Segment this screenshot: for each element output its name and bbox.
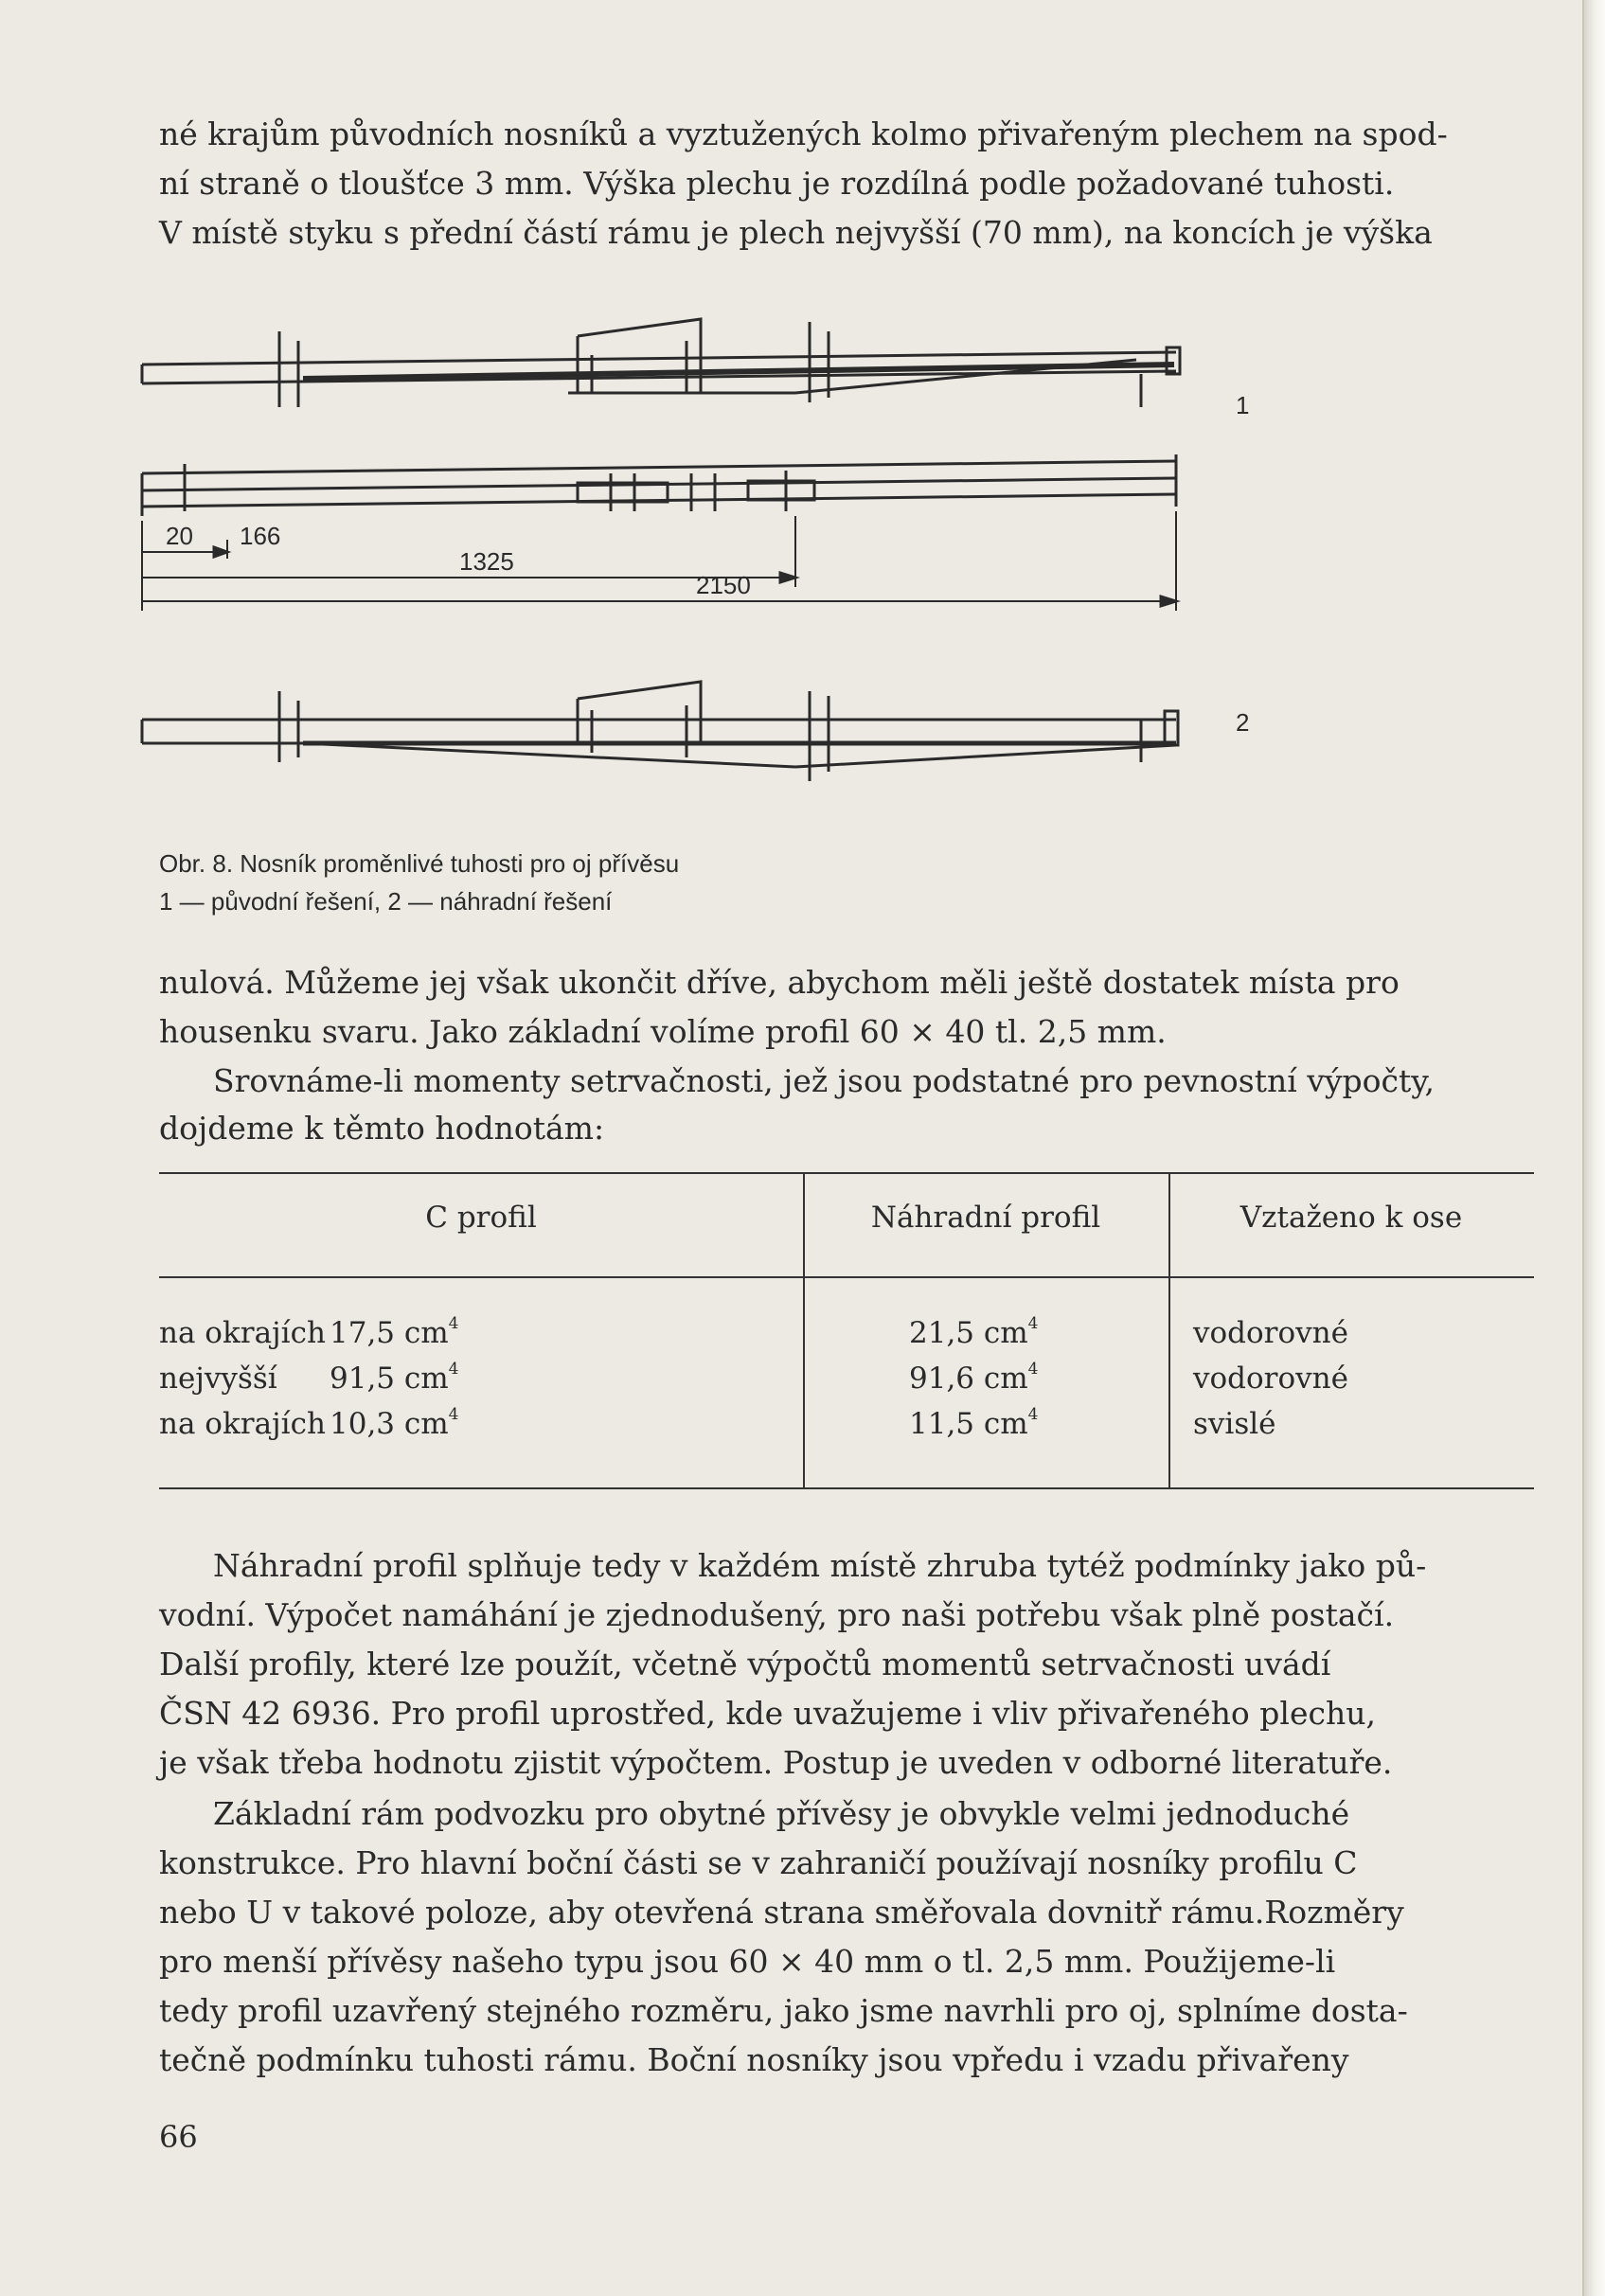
c-value: 10,3 $cm^4$ bbox=[330, 1405, 459, 1441]
row-label: na okrajích bbox=[159, 1407, 326, 1441]
text-line: konstrukce. Pro hlavní boční části se v zahraničí používají nosníky profilu C bbox=[159, 1844, 1358, 1881]
table-header-rule bbox=[159, 1276, 1534, 1278]
dimension-20: 20 bbox=[166, 522, 193, 550]
beam-plan-view bbox=[142, 454, 1176, 611]
text-line: housenku svaru. Jako základní volíme profil 60 × 40 tl. 2,5 mm. bbox=[159, 1013, 1167, 1050]
text-line: tedy profil uzavřený stejného rozměru, jako jsme navrhli pro oj, splníme dosta- bbox=[159, 1992, 1408, 2029]
replacement-value: 91,6 $cm^4$ bbox=[909, 1360, 1039, 1396]
page-number: 66 bbox=[159, 2119, 198, 2155]
text-line: Srovnáme-li momenty setrvačnosti, jež jsou podstatné pro pevnostní výpočty, bbox=[213, 1062, 1436, 1099]
table-top-rule bbox=[159, 1172, 1534, 1174]
header-c-profile: C profil bbox=[425, 1201, 537, 1235]
table-row bbox=[159, 1407, 1534, 1452]
replacement-value: 11,5 $cm^4$ bbox=[909, 1405, 1039, 1441]
beam-variant-2 bbox=[142, 682, 1178, 781]
c-value: 91,5 $cm^4$ bbox=[330, 1360, 459, 1396]
text-line: dojdeme k těmto hodnotám: bbox=[159, 1110, 605, 1147]
figure-label-1: 1 bbox=[1236, 391, 1250, 419]
c-value: 17,5 $cm^4$ bbox=[330, 1314, 459, 1350]
text-line: ní straně o tloušťce 3 mm. Výška plechu je rozdílná podle požadované tuhosti. bbox=[159, 165, 1395, 202]
text-line: Základní rám podvozku pro obytné přívěsy je obvykle velmi jednoduché bbox=[213, 1795, 1350, 1832]
row-label: nejvyšší bbox=[159, 1362, 277, 1396]
axis-value: vodorovné bbox=[1193, 1316, 1348, 1350]
header-axis: Vztaženo k ose bbox=[1239, 1201, 1463, 1235]
figure-label-2: 2 bbox=[1236, 708, 1250, 737]
axis-value: svislé bbox=[1193, 1407, 1276, 1441]
text-line: pro menší přívěsy našeho typu jsou 60 × 40 mm o tl. 2,5 mm. Použijeme-li bbox=[159, 1943, 1336, 1980]
text-line: tečně podmínku tuhosti rámu. Boční nosníky jsou vpředu i vzadu přivařeny bbox=[159, 2041, 1349, 2078]
text-line: Další profily, které lze použít, včetně výpočtů momentů setrvačnosti uvádí bbox=[159, 1646, 1331, 1682]
beam-drawing bbox=[133, 289, 1534, 800]
text-line: V místě styku s přední částí rámu je plech nejvyšší (70 mm), na koncích je výška bbox=[159, 214, 1433, 251]
header-replacement-profile: Náhradní profil bbox=[870, 1201, 1101, 1235]
dimension-1325: 1325 bbox=[459, 547, 514, 576]
table-row bbox=[159, 1316, 1534, 1362]
text-line: né krajům původních nosníků a vyztužených kolmo přivařeným plechem na spod- bbox=[159, 116, 1448, 152]
text-line: vodní. Výpočet namáhání je zjednodušený, pro naši potřebu však plně postačí. bbox=[159, 1596, 1395, 1633]
text-line: Náhradní profil splňuje tedy v každém místě zhruba tytéž podmínky jako pů- bbox=[213, 1547, 1427, 1584]
table-row bbox=[159, 1362, 1534, 1407]
dimension-2150: 2150 bbox=[696, 571, 751, 599]
axis-value: vodorovné bbox=[1193, 1362, 1348, 1396]
dimension-166: 166 bbox=[240, 522, 281, 550]
table-bottom-rule bbox=[159, 1487, 1534, 1489]
text-line: nulová. Můžeme jej však ukončit dříve, abychom měli ještě dostatek místa pro bbox=[159, 964, 1400, 1001]
row-label: na okrajích bbox=[159, 1316, 326, 1350]
text-line: ČSN 42 6936. Pro profil uprostřed, kde uvažujeme i vliv přivařeného plechu, bbox=[159, 1695, 1376, 1732]
page-edge bbox=[1582, 0, 1605, 2296]
text-line: je však třeba hodnotu zjistit výpočtem. Postup je uveden v odborné literatuře. bbox=[159, 1744, 1393, 1781]
text-line: nebo U v takové poloze, aby otevřená strana směřovala dovnitř rámu.Rozměry bbox=[159, 1894, 1404, 1931]
replacement-value: 21,5 $cm^4$ bbox=[909, 1314, 1039, 1350]
caption-title: Obr. 8. Nosník proměnlivé tuhosti pro oj přívěsu bbox=[159, 849, 680, 878]
caption-legend: 1 — původní řešení, 2 — náhradní řešení bbox=[159, 887, 613, 916]
beam-variant-1 bbox=[142, 319, 1180, 407]
